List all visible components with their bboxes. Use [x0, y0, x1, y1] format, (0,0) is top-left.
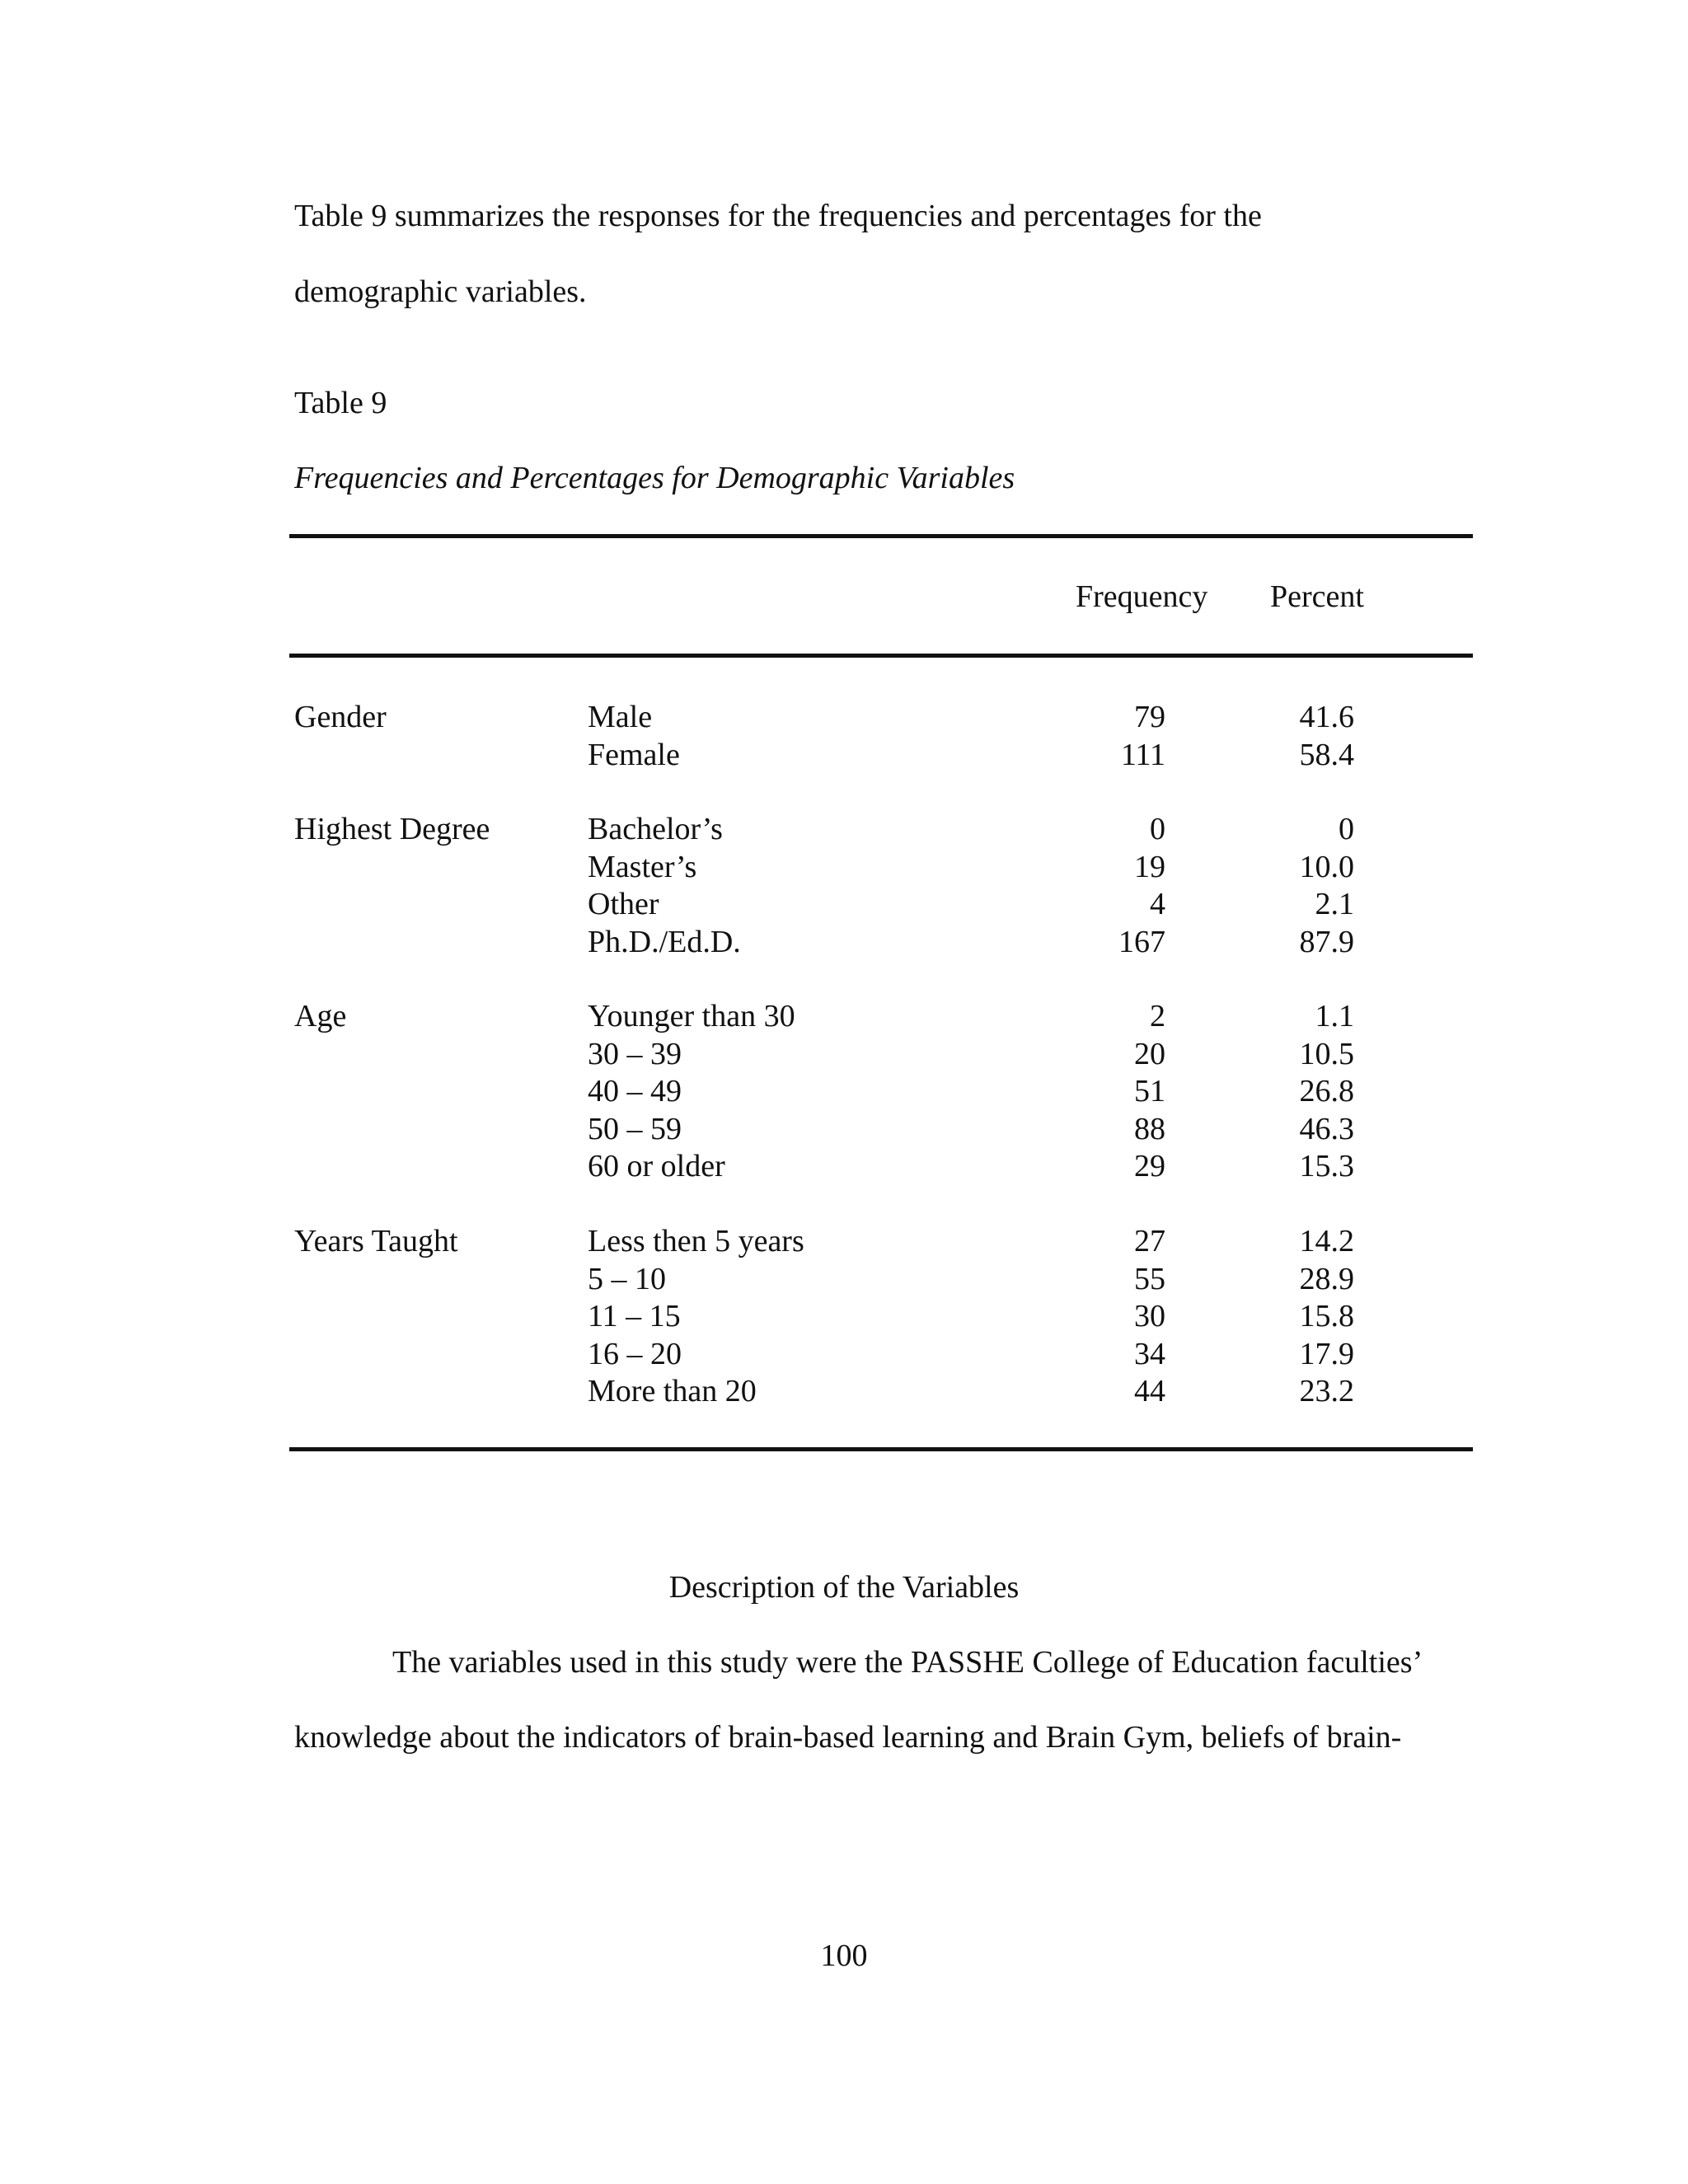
- frequency-cell: 51: [1134, 1074, 1165, 1108]
- percent-cell: 23.2: [1299, 1374, 1354, 1408]
- percent-cell: 10.0: [1299, 849, 1354, 884]
- intro-line-1: Table 9 summarizes the responses for the frequencies and percentages for the: [294, 199, 1262, 233]
- frequency-cell: 111: [1120, 737, 1165, 772]
- frequency-cell: 2: [1150, 999, 1165, 1033]
- category-cell: More than 20: [588, 1374, 757, 1408]
- percent-cell: 26.8: [1299, 1074, 1354, 1108]
- table-row: [0, 1373, 1688, 1411]
- category-cell: 11 – 15: [588, 1299, 681, 1333]
- percent-cell: 15.3: [1299, 1149, 1354, 1183]
- percent-cell: 10.5: [1299, 1036, 1354, 1071]
- frequency-cell: 29: [1134, 1149, 1165, 1183]
- category-cell: 40 – 49: [588, 1074, 682, 1108]
- frequency-cell: 167: [1118, 924, 1165, 959]
- percent-cell: 41.6: [1299, 700, 1354, 734]
- table-row: [0, 1073, 1688, 1111]
- percent-cell: 58.4: [1299, 737, 1354, 772]
- percent-cell: 15.8: [1299, 1299, 1354, 1333]
- table-row: [0, 1298, 1688, 1336]
- percent-cell: 0: [1339, 812, 1354, 846]
- category-cell: Younger than 30: [588, 999, 795, 1033]
- intro-line-2: demographic variables.: [294, 274, 587, 309]
- percent-cell: 14.2: [1299, 1224, 1354, 1258]
- category-cell: Bachelor’s: [588, 812, 723, 846]
- category-cell: Other: [588, 887, 659, 921]
- percent-cell: 28.9: [1299, 1261, 1354, 1296]
- category-cell: Less then 5 years: [588, 1224, 804, 1258]
- table-row: [0, 886, 1688, 924]
- category-cell: 50 – 59: [588, 1111, 682, 1146]
- table-row: [0, 1336, 1688, 1374]
- table-group-gender: [0, 699, 1688, 774]
- percent-cell: 46.3: [1299, 1111, 1354, 1146]
- body-line-2: knowledge about the indicators of brain-based learning and Brain Gym, beliefs of brain-: [294, 1720, 1402, 1755]
- table-group-highest-degree: [0, 811, 1688, 961]
- table-row: [0, 1223, 1688, 1261]
- category-cell: 16 – 20: [588, 1336, 682, 1371]
- table-label: Table 9: [294, 386, 387, 420]
- group-label: Gender: [294, 700, 387, 734]
- table-row: [0, 849, 1688, 887]
- table-header-rule: [289, 654, 1473, 658]
- frequency-cell: 55: [1134, 1261, 1165, 1296]
- frequency-cell: 30: [1134, 1299, 1165, 1333]
- frequency-cell: 20: [1134, 1036, 1165, 1071]
- table-group-years-taught: [0, 1223, 1688, 1411]
- percent-cell: 17.9: [1299, 1336, 1354, 1371]
- category-cell: Female: [588, 737, 680, 772]
- table-row: [0, 1148, 1688, 1186]
- table-bottom-rule: [289, 1447, 1473, 1451]
- table-row: [0, 1111, 1688, 1149]
- table-group-age: [0, 998, 1688, 1186]
- frequency-cell: 79: [1134, 700, 1165, 734]
- body-line-1: The variables used in this study were the PASSHE College of Education faculties’: [392, 1645, 1423, 1680]
- category-cell: Master’s: [588, 849, 697, 884]
- frequency-cell: 27: [1134, 1224, 1165, 1258]
- table-row: [0, 1036, 1688, 1074]
- table-top-rule: [289, 534, 1473, 538]
- table-row: [0, 998, 1688, 1036]
- frequency-cell: 19: [1134, 849, 1165, 884]
- category-cell: 60 or older: [588, 1149, 725, 1183]
- page-number: 100: [820, 1938, 868, 1973]
- frequency-cell: 34: [1134, 1336, 1165, 1371]
- category-cell: Male: [588, 700, 653, 734]
- percent-column-header: Percent: [1270, 579, 1364, 614]
- category-cell: Ph.D./Ed.D.: [588, 924, 741, 959]
- category-cell: 30 – 39: [588, 1036, 682, 1071]
- table-row: [0, 811, 1688, 849]
- group-label: Years Taught: [294, 1224, 458, 1258]
- group-label: Highest Degree: [294, 812, 490, 846]
- category-cell: 5 – 10: [588, 1261, 666, 1296]
- percent-cell: 1.1: [1315, 999, 1354, 1033]
- percent-cell: 2.1: [1315, 887, 1354, 921]
- table-row: [0, 737, 1688, 775]
- table-title: Frequencies and Percentages for Demographic Variables: [294, 461, 1015, 495]
- frequency-cell: 4: [1150, 887, 1165, 921]
- table-row: [0, 699, 1688, 737]
- section-heading: Description of the Variables: [668, 1570, 1020, 1605]
- percent-cell: 87.9: [1299, 924, 1354, 959]
- table-row: [0, 1261, 1688, 1299]
- frequency-cell: 44: [1134, 1374, 1165, 1408]
- frequency-cell: 88: [1134, 1111, 1165, 1146]
- frequency-column-header: Frequency: [1076, 579, 1208, 614]
- table-row: [0, 924, 1688, 962]
- group-label: Age: [294, 999, 347, 1033]
- frequency-cell: 0: [1150, 812, 1165, 846]
